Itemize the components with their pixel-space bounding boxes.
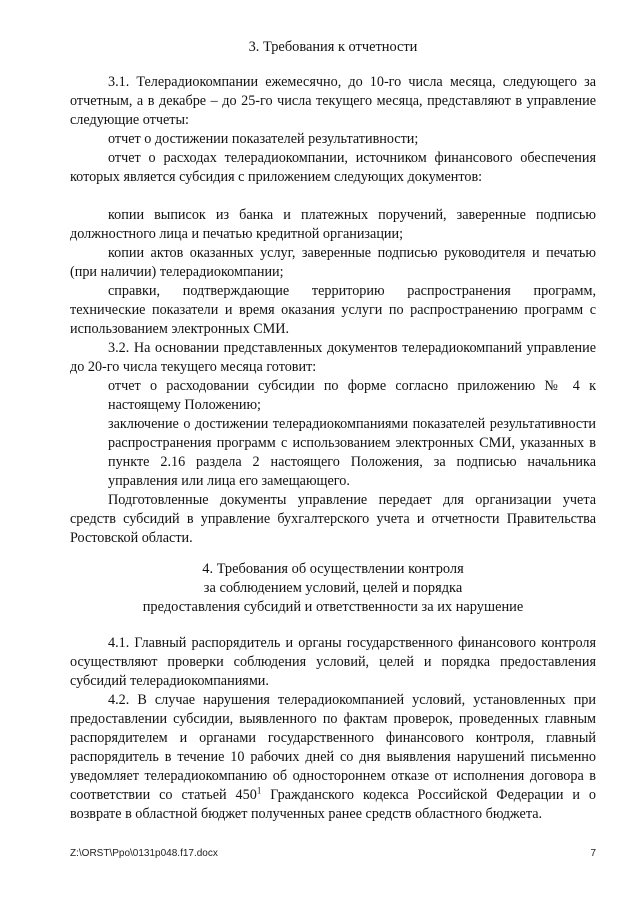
document-item-bank-statements: копии выписок из банка и платежных поручений, заверенные подписью должностного лица и печатью кредитной организации; <box>70 207 596 242</box>
paragraph-4-1: 4.1. Главный распорядитель и органы государственного финансового контроля осуществляют проверки соблюдения условий, целей и порядка предоставления субсидий телерадиокомпаниями. <box>70 635 596 689</box>
paragraph-4-2 <box>70 691 596 824</box>
section-3-heading: 3. Требования к отчетности <box>248 39 418 55</box>
paragraph-4-2-text: 4.2. В случае нарушения телерадиокомпанией условий, установленных при предоставлении субсидии, выявленного по фактам проверок, проведенных главным распорядителем и органами государственного финансового контроля, главный распорядитель в течение 10 рабочих дней со дня выявления нарушений письменно уведомляет телерадиокомпанию об одностороннем отказе от исполнения договора в соответствии со статьей 450 <box>70 692 596 803</box>
prepared-item-conclusion: заключение о достижении телерадиокомпаниями показателей результативности распространения программ с использованием электронных СМИ, указанных в пункте 2.16 раздела 2 настоящего Положения, за подписью начальника управления или лица его замещающего. <box>108 416 596 489</box>
paragraph-transfer-documents: Подготовленные документы управление передает для организации учета средств субсидий в управление бухгалтерского учета и отчетности Правительства Ростовской области. <box>70 492 596 546</box>
paragraph-3-2: 3.2. На основании представленных документов телерадиокомпаний управление до 20-го числа текущего месяца готовит: <box>70 340 596 375</box>
section-4-heading-line-2: за соблюдением условий, целей и порядка <box>203 580 463 596</box>
footer-page-number: 7 <box>590 848 596 859</box>
paragraph-3-1: 3.1. Телерадиокомпании ежемесячно, до 10-го числа месяца, следующего за отчетным, а в декабре – до 25-го числа текущего месяца, представляют в управление следующие отчеты: <box>70 74 596 128</box>
section-4-heading-line-1: 4. Требования об осуществлении контроля <box>202 561 464 577</box>
prepared-item-spending-report: отчет о расходовании субсидии по форме согласно приложению № 4 к настоящему Положению; <box>108 378 596 413</box>
report-item-expenses: отчет о расходах телерадиокомпании, источником финансового обеспечения которых является субсидия с приложением следующих документов: <box>70 150 596 185</box>
footer-file-path: Z:\ORST\Ppo\0131p048.f17.docx <box>70 848 218 859</box>
section-4-heading-line-3: предоставления субсидий и ответственности за их нарушение <box>142 599 524 615</box>
report-item-performance: отчет о достижении показателей результативности; <box>108 131 419 147</box>
article-superscript: 1 <box>256 785 262 796</box>
document-item-service-acts: копии актов оказанных услуг, заверенные подписью руководителя и печатью (при наличии) телерадиокомпании; <box>70 245 596 280</box>
paragraph-4-2-text-end: Гражданского кодекса Российской Федерации и о возврате в областной бюджет полученных ранее средств областного бюджета. <box>70 787 596 822</box>
document-item-certificates: справки, подтверждающие территорию распространения программ, технические показатели и время оказания услуги по распространению программ с использованием электронных СМИ. <box>70 283 596 337</box>
